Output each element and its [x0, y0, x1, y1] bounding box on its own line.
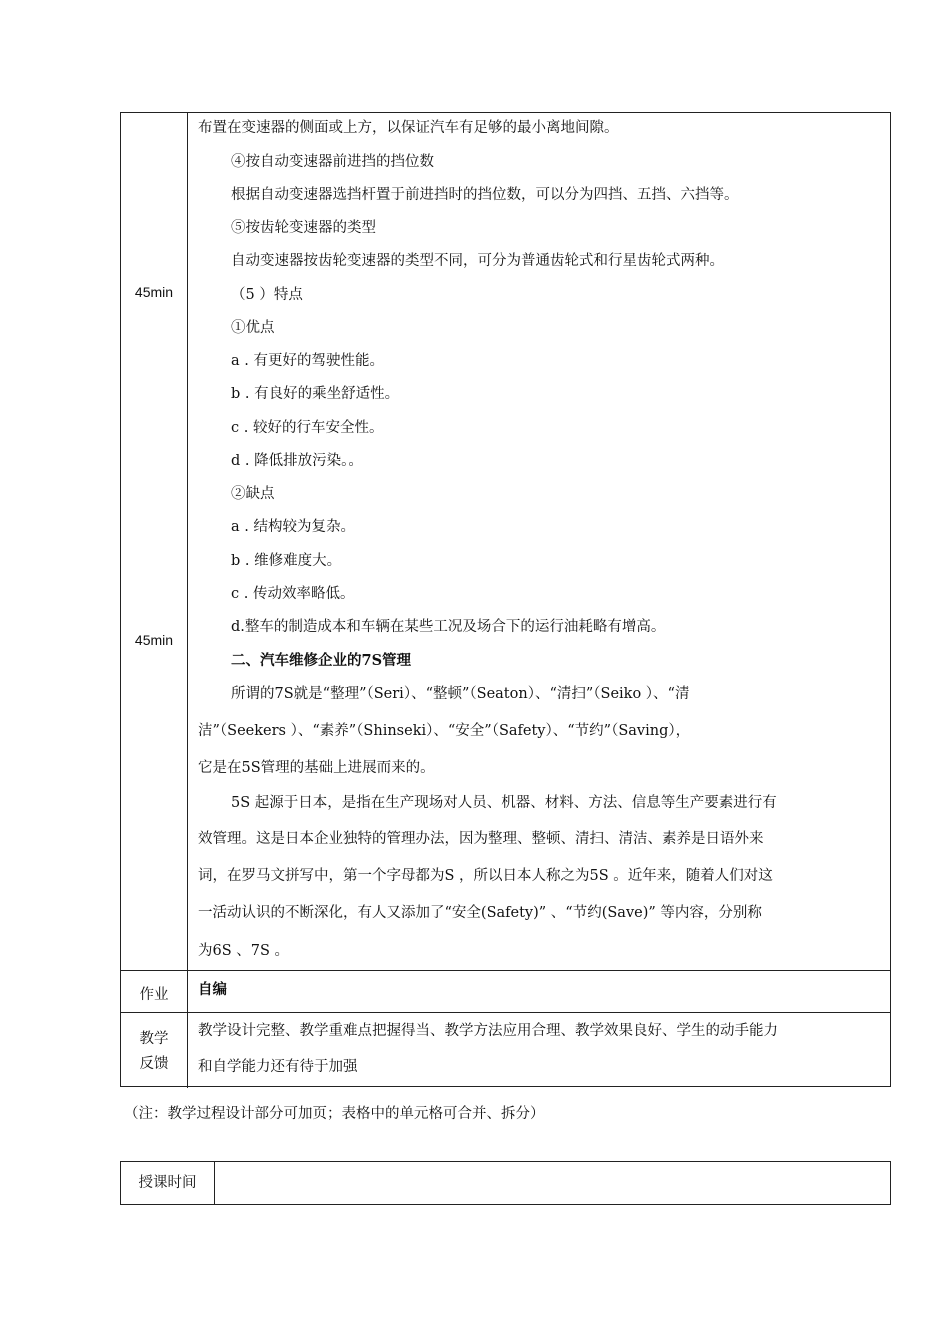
feedback-label-2: 反馈 — [139, 1056, 169, 1072]
homework-label: 作业 — [139, 987, 169, 1003]
feedback-line: 教学设计完整、教学重难点把握得当、教学方法应用合理、教学效果良好、学生的动手能力 — [198, 1023, 778, 1039]
content-line: 5S 起源于日本，是指在生产现场对人员、机器、材料、方法、信息等生产要素进行有 — [231, 795, 777, 811]
content-line: ⑤按齿轮变速器的类型 — [231, 220, 376, 236]
content-line: ①优点 — [231, 320, 275, 336]
content-line: 所谓的7S就是“整理”（Seri）、“整顿”（Seaton）、“清扫”（Seiko ）、“清 — [231, 686, 690, 702]
content-line: b . 有良好的乘坐舒适性。 — [231, 386, 400, 402]
lesson-time-table — [120, 1161, 891, 1205]
content-line: （5 ）特点 — [231, 287, 303, 303]
lesson-table — [120, 112, 891, 1087]
content-line: 一活动认识的不断深化，有人又添加了“安全(Safety)” 、“节约(Save)” 等内容，分别称 — [198, 905, 762, 921]
content-line: ②缺点 — [231, 486, 275, 502]
feedback-label-1: 教学 — [139, 1031, 169, 1047]
row-divider — [121, 1012, 890, 1013]
content-line: c . 较好的行车安全性。 — [231, 420, 384, 436]
content-line: d . 降低排放污染。。 — [231, 453, 363, 469]
feedback-line: 和自学能力还有待于加强 — [198, 1059, 358, 1075]
content-line: a . 有更好的驾驶性能。 — [231, 353, 384, 369]
time-cell-1: 45min — [134, 284, 174, 300]
content-line: a . 结构较为复杂。 — [231, 519, 355, 535]
section-heading: 二、汽车维修企业的7S管理 — [231, 652, 412, 669]
content-line: d.整车的制造成本和车辆在某些工况及场合下的运行油耗略有增高。 — [231, 619, 666, 635]
content-line: ④按自动变速器前进挡的挡位数 — [231, 154, 434, 170]
table-note: （注：教学过程设计部分可加页；表格中的单元格可合并、拆分） — [124, 1106, 545, 1122]
content-line: 洁”（Seekers ）、“素养”（Shinseki）、“安全”（Safety）、“节约”（Saving）， — [198, 723, 691, 739]
content-line: 为6S 、7S 。 — [198, 943, 290, 959]
row-divider — [121, 970, 890, 971]
content-line: 根据自动变速器选挡杆置于前进挡时的挡位数，可以分为四挡、五挡、六挡等。 — [231, 187, 739, 203]
content-line: b . 维修难度大。 — [231, 553, 342, 569]
content-line: 效管理。这是日本企业独特的管理办法，因为整理、整顿、清扫、清洁、素养是日语外来 — [198, 831, 764, 847]
content-line: 它是在5S管理的基础上进展而来的。 — [198, 760, 435, 776]
lesson-time-label: 授课时间 — [121, 1162, 215, 1204]
time-cell-2: 45min — [134, 632, 174, 648]
column-divider — [187, 113, 188, 1088]
content-line: 自动变速器按齿轮变速器的类型不同，可分为普通齿轮式和行星齿轮式两种。 — [231, 253, 724, 269]
homework-value: 自编 — [198, 981, 227, 998]
content-line: 词，在罗马文拼写中，第一个字母都为S ，所以日本人称之为5S 。近年来，随着人们对这 — [198, 868, 773, 884]
content-line: c . 传动效率略低。 — [231, 586, 355, 602]
content-line: 布置在变速器的侧面或上方，以保证汽车有足够的最小离地间隙。 — [198, 120, 619, 136]
